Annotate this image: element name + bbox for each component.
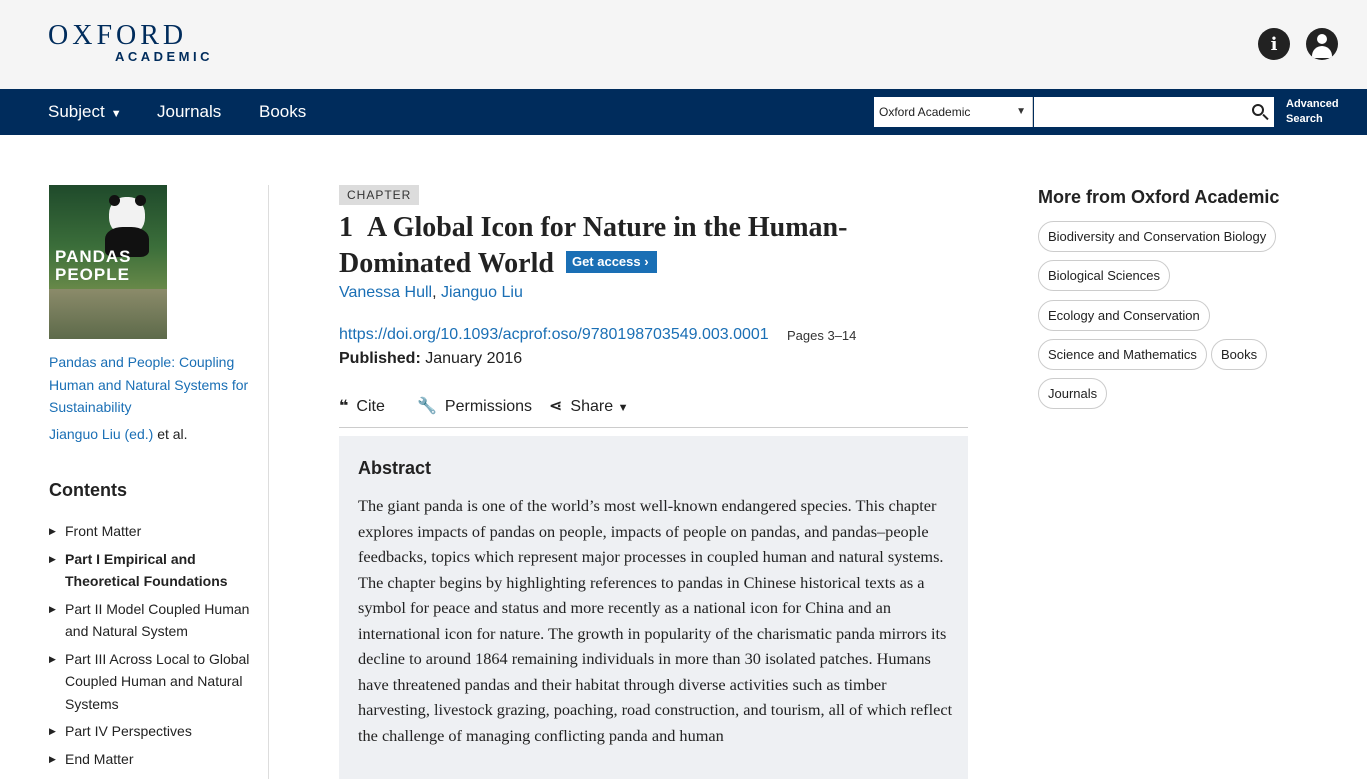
expand-triangle-icon: ▶ [49, 653, 56, 664]
search-icon-handle [1262, 114, 1268, 120]
account-icon[interactable] [1306, 28, 1338, 60]
cover-landscape [49, 289, 167, 339]
table-of-contents [49, 520, 264, 775]
site-header [0, 0, 1367, 89]
abstract-heading: Abstract [358, 458, 432, 478]
author-link-hull[interactable]: Vanessa Hull [339, 284, 433, 301]
toc-item-label: Front Matter [65, 523, 142, 539]
nav-subject-menu[interactable] [48, 89, 122, 135]
et-al-text: et al. [157, 426, 188, 442]
toc-item-part-2[interactable] [49, 598, 264, 643]
search-input[interactable] [1034, 97, 1246, 127]
cover-title-line2: PEOPLE [55, 265, 130, 284]
search-button[interactable] [1246, 97, 1274, 127]
nav-subject-label: Subject [48, 102, 105, 121]
subject-tag-ecology[interactable]: Ecology and Conservation [1038, 300, 1210, 331]
chevron-right-icon: › [644, 253, 649, 269]
caret-down-icon: ▼ [110, 108, 122, 120]
subject-tag-biological-sciences[interactable]: Biological Sciences [1038, 260, 1170, 291]
info-icon[interactable] [1258, 28, 1290, 60]
article-tools [339, 396, 968, 428]
advanced-search-link[interactable]: Advanced Search [1286, 98, 1339, 125]
quote-icon: ❝ [339, 398, 349, 415]
main-nav [0, 89, 1367, 135]
toc-item-label: Part I Empirical and Theoretical Foundations [65, 550, 228, 589]
chapter-badge: CHAPTER [339, 185, 419, 205]
page-range: Pages 3–14 [787, 328, 857, 343]
permissions-button[interactable] [417, 396, 532, 418]
expand-triangle-icon: ▶ [49, 726, 56, 736]
cite-button[interactable] [339, 396, 385, 418]
cover-panda-ear-left [109, 195, 120, 206]
published-date [339, 348, 522, 370]
get-access-label: Get access [571, 253, 641, 269]
published-label: Published: [339, 350, 421, 367]
toc-item-label: Part II Model Coupled Human and Natural System [65, 600, 250, 639]
toc-item-part-1[interactable] [49, 548, 264, 593]
share-button[interactable] [549, 396, 628, 419]
abstract-section [339, 436, 968, 779]
oxford-academic-logo[interactable] [48, 22, 218, 64]
account-icon-head [1317, 34, 1327, 44]
published-value: January 2016 [425, 350, 523, 367]
cover-panda-ear-right [135, 195, 146, 206]
subject-tag-books[interactable]: Books [1211, 339, 1267, 370]
cover-title-line1: PANDAS [55, 247, 132, 266]
author-link-liu[interactable]: Jianguo Liu [441, 284, 523, 301]
book-title-link[interactable]: Pandas and People: Coupling Human and Natural Systems for Sustainability [49, 354, 249, 415]
subject-tag-science-math[interactable]: Science and Mathematics [1038, 339, 1207, 370]
chapter-title-text: A Global Icon for Nature in the Human-Dominated World [339, 212, 848, 279]
toc-item-front-matter[interactable] [49, 520, 264, 543]
chapter-title [339, 210, 939, 282]
book-editors [49, 423, 188, 445]
expand-triangle-icon: ▶ [49, 526, 56, 536]
toc-item-end-matter[interactable] [49, 748, 264, 771]
nav-books[interactable]: Books [259, 102, 307, 121]
logo-oxford-text: OXFORD [48, 20, 188, 51]
toc-item-label: Part IV Perspectives [65, 723, 192, 739]
share-label: Share [570, 398, 614, 415]
dropdown-arrow-icon: ▼ [1016, 106, 1026, 117]
permissions-label: Permissions [444, 398, 533, 415]
share-icon: ⋖ [549, 398, 563, 415]
abstract-text: The giant panda is one of the world’s most well-known endangered species. This chapter explores impacts of pandas on people, impacts of people on pandas, and pandas–people feedbacks, topics which represent major processes in coupled human and natural systems. The chapter begins by highlighting references to pandas in Chinese historical texts as a symbol for peace and status and more recently as a national icon for China and an international icon for nature. The growth in popularity of the charismatic panda mirrors its decline to around 1864 remaining individuals in more than 30 isolated patches. Humans have threatened pandas and their habitat through diverse activities such as timber harvesting, livestock grazing, poaching, road construction, and tourism, all of which reflect the challenge of managing conflicting panda and human [358, 496, 953, 745]
search-scope-select[interactable] [874, 97, 1033, 127]
expand-triangle-icon: ▶ [49, 603, 56, 614]
chapter-authors [339, 282, 523, 304]
logo-academic-text: ACADEMIC [114, 49, 213, 64]
column-divider [268, 185, 269, 779]
caret-down-icon: ▼ [617, 402, 629, 414]
wrench-icon: 🔧 [417, 398, 437, 415]
toc-item-label: End Matter [65, 750, 134, 767]
more-from-heading: More from Oxford Academic [1038, 187, 1280, 207]
book-cover-image[interactable] [49, 185, 167, 339]
info-icon-glyph: i [1270, 33, 1278, 55]
subject-tag-biodiversity[interactable]: Biodiversity and Conservation Biology [1038, 221, 1276, 252]
editor-link[interactable]: Jianguo Liu (ed.) [49, 426, 154, 442]
toc-item-part-4[interactable] [49, 720, 264, 743]
expand-triangle-icon: ▶ [49, 753, 56, 764]
author-separator: , [432, 284, 437, 301]
toc-item-part-3[interactable] [49, 648, 264, 716]
toc-item-label: Part III Across Local to Global Coupled Human and Natural Systems [65, 650, 250, 712]
nav-journals[interactable]: Journals [157, 102, 222, 121]
expand-triangle-icon: ▶ [49, 553, 56, 564]
search-scope-value: Oxford Academic [879, 105, 971, 119]
contents-heading: Contents [49, 480, 127, 500]
get-access-button[interactable] [566, 251, 657, 273]
subject-tag-journals[interactable]: Journals [1038, 378, 1107, 409]
doi-link[interactable]: https://doi.org/10.1093/acprof:oso/9780198703549.003.0001 [339, 326, 769, 343]
chapter-number: 1 [339, 212, 353, 243]
account-icon-body [1312, 46, 1332, 58]
cite-label: Cite [356, 398, 385, 415]
